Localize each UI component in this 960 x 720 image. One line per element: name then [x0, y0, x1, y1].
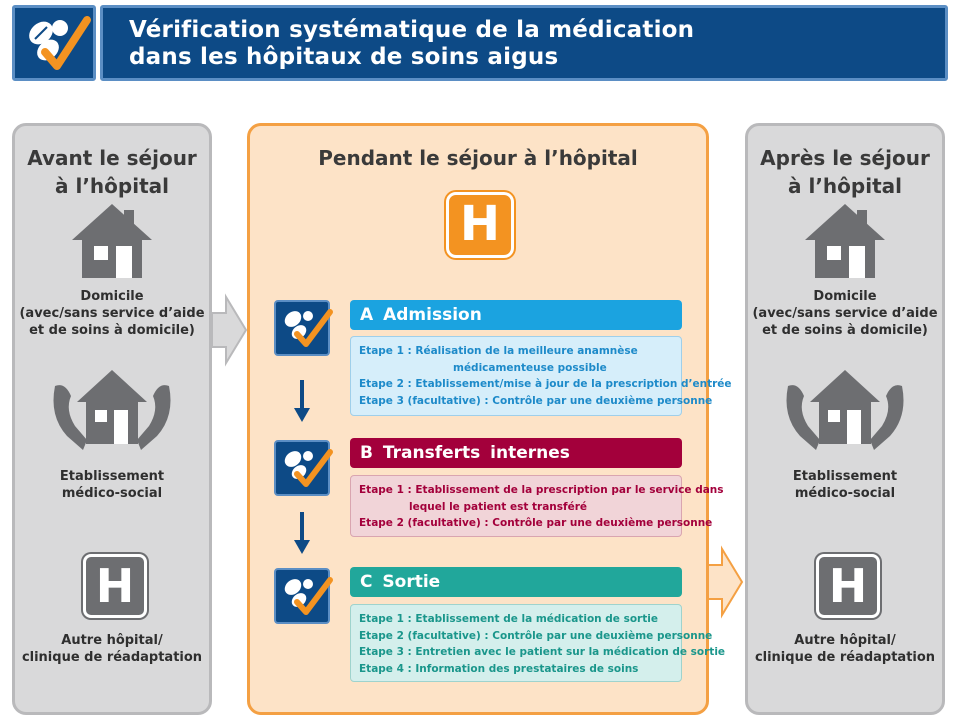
- home-icon: [70, 200, 154, 282]
- after-home-label: [748, 288, 942, 339]
- after-home-line1: Domicile: [813, 289, 877, 304]
- step-b-line: Etape 2 (facultative) : Contrôle par une deuxième personne: [359, 517, 713, 529]
- step-b-line: lequel le patient est transféré: [409, 500, 587, 513]
- after-title-line1: Après le séjour: [760, 146, 930, 170]
- header-title-line2: dans les hôpitaux de soins aigus: [129, 44, 559, 70]
- step-a-header: [350, 300, 682, 330]
- admission-pills-icon: [274, 300, 330, 356]
- before-home-line3: et de soins à domicile): [29, 323, 195, 338]
- before-hospital-label: [15, 632, 209, 666]
- hospital-icon: H: [446, 192, 514, 258]
- after-hospital-line1: Autre hôpital/: [794, 633, 896, 648]
- step-a-line: Etape 1 : Réalisation de la meilleure anamnèse: [359, 345, 638, 357]
- step-a-name: Admission: [383, 305, 482, 325]
- after-title-line2: à l’hôpital: [788, 174, 902, 198]
- during-stay-column: [247, 123, 732, 715]
- before-stay-title: [15, 144, 209, 200]
- after-stay-title: [748, 144, 942, 200]
- before-title-line1: Avant le séjour: [27, 146, 197, 170]
- step-c-header: [350, 567, 682, 597]
- step-c-letter: C: [360, 572, 373, 592]
- step-b-header: [350, 438, 682, 468]
- before-title-line2: à l’hôpital: [55, 174, 169, 198]
- arrow-down-icon: [292, 378, 312, 424]
- hospital-icon: H: [816, 554, 880, 618]
- before-home-line2: (avec/sans service d’aide: [19, 306, 205, 321]
- step-a-line: Etape 3 (facultative) : Contrôle par une deuxième personne: [359, 394, 713, 407]
- hospital-icon: H: [83, 554, 147, 618]
- step-b-letter: B: [360, 443, 373, 463]
- after-hospital-label: [748, 632, 942, 666]
- pills-checkmark-icon: [15, 8, 93, 78]
- step-b-name: Transferts internes: [382, 443, 570, 463]
- before-care-line2: médico-social: [61, 486, 163, 501]
- step-c-details: [350, 604, 726, 682]
- discharge-pills-icon: [274, 568, 330, 624]
- after-home-line3: et de soins à domicile): [762, 323, 928, 338]
- step-a-line: médicamenteuse possible: [453, 361, 607, 374]
- step-c-line: Etape 2 (facultative) : Contrôle par une deuxième personne: [359, 629, 713, 642]
- step-c-line: Etape 4 : Information des prestataires de soins: [359, 662, 639, 675]
- before-stay-column: [12, 123, 212, 715]
- step-b-details: [350, 475, 724, 537]
- step-a-line: Etape 2 : Etablissement/mise à jour de la prescription d’entrée: [359, 378, 732, 390]
- step-a-details: [350, 336, 732, 416]
- step-c-line: Etape 1 : Etablissement de la médication de sortie: [359, 613, 658, 625]
- step-b-line: Etape 1 : Etablissement de la prescription par le service dans: [359, 484, 724, 496]
- header-title-line1: Vérification systématique de la médication: [129, 17, 695, 43]
- before-hospital-line2: clinique de réadaptation: [21, 650, 203, 665]
- flow-arrow-right-icon: [706, 545, 746, 619]
- step-c-name: Sortie: [382, 572, 441, 592]
- before-home-line1: Domicile: [80, 289, 144, 304]
- care-home-hands-icon: [47, 366, 177, 452]
- before-care-label: [15, 468, 209, 502]
- flow-arrow-right-icon: [210, 293, 250, 367]
- arrow-down-icon: [292, 510, 312, 556]
- home-icon: [803, 200, 887, 282]
- during-stay-title: Pendant le séjour à l’hôpital: [318, 146, 638, 170]
- header-title-bar: [100, 5, 948, 81]
- after-home-line2: (avec/sans service d’aide: [752, 306, 938, 321]
- after-hospital-line2: clinique de réadaptation: [754, 650, 936, 665]
- after-care-line1: Etablissement: [792, 469, 898, 484]
- after-care-line2: médico-social: [794, 486, 896, 501]
- before-home-label: [15, 288, 209, 339]
- header-logo: [12, 5, 96, 81]
- step-c-line: Etape 3 : Entretien avec le patient sur la médication de sortie: [359, 646, 726, 658]
- step-a-letter: A: [360, 305, 374, 325]
- before-care-line1: Etablissement: [59, 469, 165, 484]
- care-home-hands-icon: [780, 366, 910, 452]
- transfer-pills-icon: [274, 440, 330, 496]
- after-stay-column: [745, 123, 945, 715]
- before-hospital-line1: Autre hôpital/: [61, 633, 163, 648]
- after-care-label: [748, 468, 942, 502]
